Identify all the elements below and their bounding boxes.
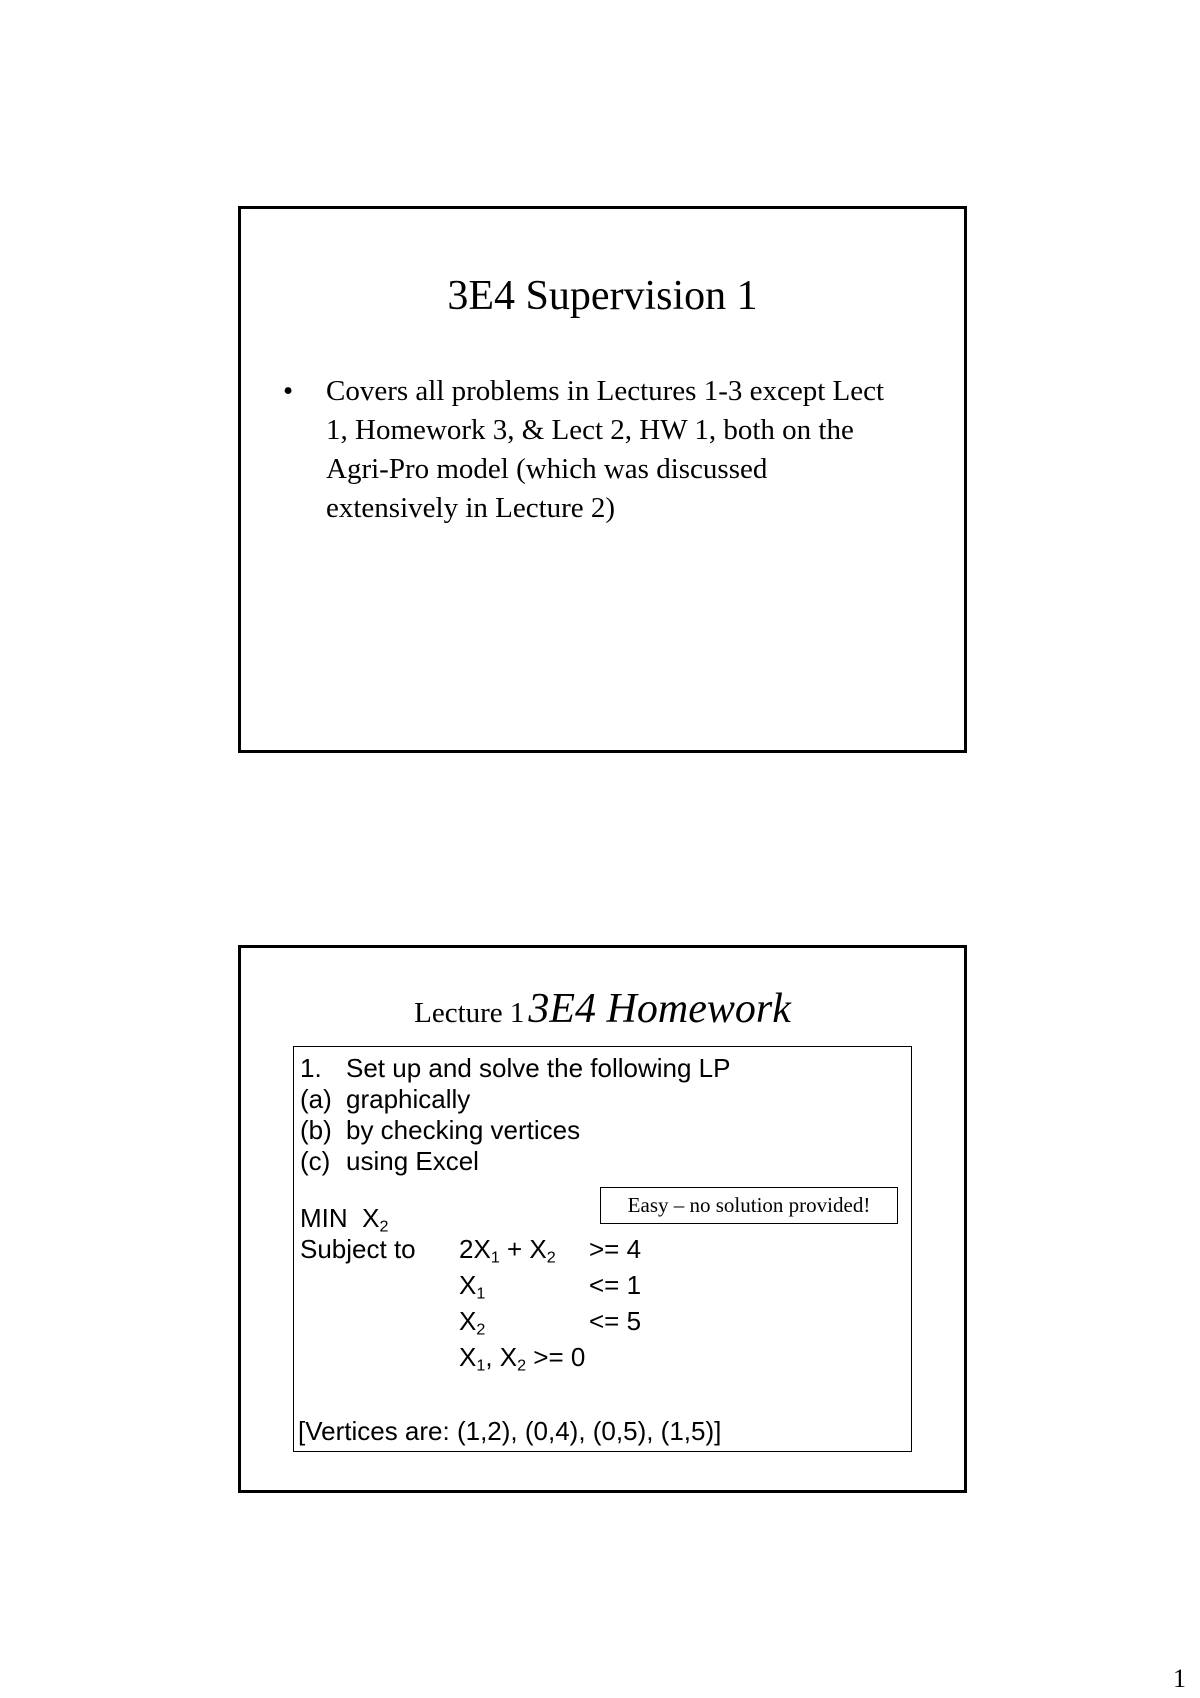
subscript: 1 — [476, 1284, 486, 1303]
term: + X — [499, 1234, 547, 1264]
vertices-line: [Vertices are: (1,2), (0,4), (0,5), (1,5)] — [298, 1416, 722, 1446]
nonnegativity-constraint — [459, 1344, 585, 1374]
homework-box — [293, 1046, 912, 1452]
constraint-relation: <= 1 — [589, 1270, 642, 1300]
subscript: 2 — [546, 1248, 556, 1267]
subscript: 2 — [517, 1356, 527, 1375]
subscript: 1 — [476, 1356, 486, 1375]
subscript: 1 — [490, 1248, 500, 1267]
title-prefix: Lecture 1 — [414, 997, 525, 1029]
slide-homework — [238, 945, 967, 1493]
constraint-relation: >= 4 — [589, 1234, 642, 1264]
term: X — [459, 1306, 477, 1336]
part-label: (c) — [300, 1146, 331, 1176]
bullet-item — [283, 372, 903, 528]
part-text: graphically — [346, 1084, 471, 1114]
bullet-text: Covers all problems in Lectures 1-3 except Lect 1, Homework 3, & Lect 2, HW 1, both on the Agri-Pro model (which was discussed extensively in Lecture 2) — [326, 375, 885, 524]
part-label: (a) — [300, 1084, 332, 1114]
objective-var: X — [362, 1203, 380, 1233]
constraint-relation: <= 5 — [589, 1306, 642, 1336]
constraint-expression — [459, 1308, 485, 1338]
term: , X — [485, 1342, 518, 1372]
item-number: 1. — [300, 1053, 322, 1083]
term: X — [459, 1342, 477, 1372]
slide-supervision — [238, 206, 967, 753]
term: 2X — [459, 1234, 491, 1264]
part-text: by checking vertices — [346, 1115, 581, 1145]
subscript: 2 — [379, 1217, 389, 1236]
slide-title — [241, 988, 964, 1030]
title-main: 3E4 Homework — [528, 986, 791, 1032]
objective — [300, 1205, 388, 1235]
page-number: 1 — [1173, 1664, 1186, 1693]
subject-to-label: Subject to — [300, 1234, 416, 1264]
slide-title: 3E4 Supervision 1 — [447, 273, 758, 319]
term: X — [459, 1270, 477, 1300]
objective-keyword: MIN — [300, 1203, 348, 1233]
note-box: Easy – no solution provided! — [600, 1187, 898, 1224]
item-text: Set up and solve the following LP — [346, 1053, 731, 1083]
part-text: using Excel — [346, 1146, 479, 1176]
term: >= 0 — [526, 1342, 586, 1372]
constraint-expression — [459, 1236, 556, 1266]
subscript: 2 — [476, 1320, 486, 1339]
bullet-dot-icon: • — [283, 375, 294, 407]
constraint-expression — [459, 1272, 485, 1302]
part-label: (b) — [300, 1115, 332, 1145]
